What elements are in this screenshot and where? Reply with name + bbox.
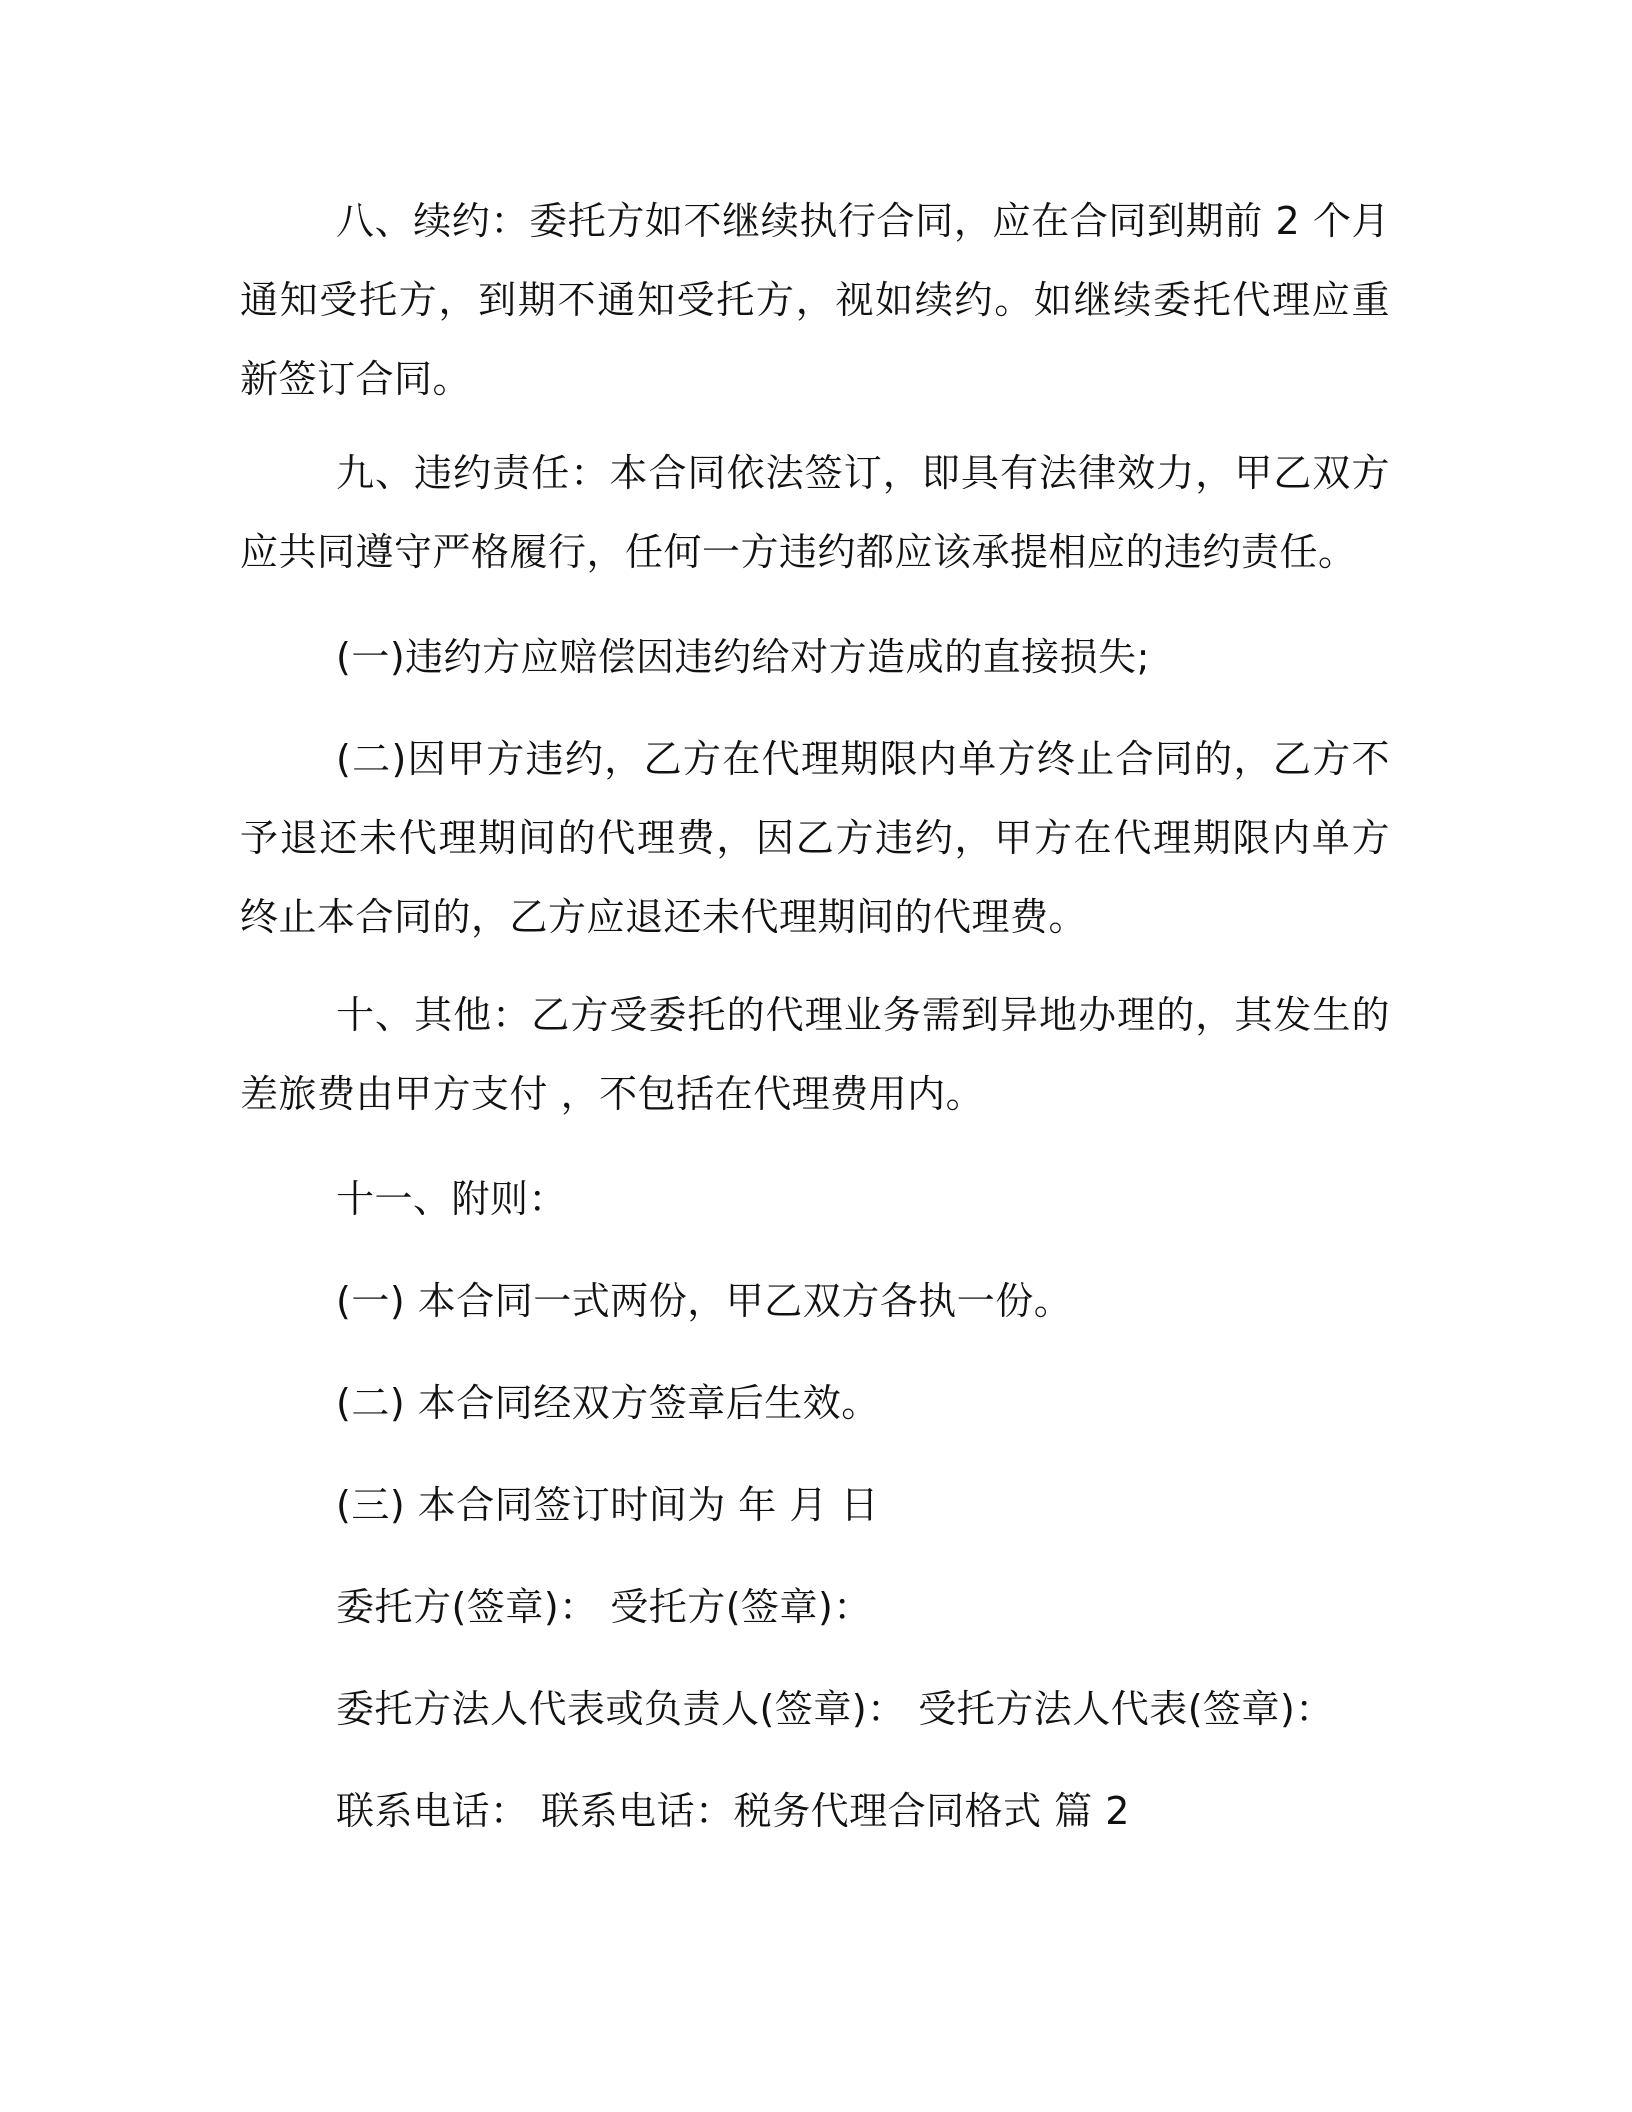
clause-11-item-1 <box>240 1262 1390 1341</box>
paragraph: (二) 本合同经双方签章后生效。 <box>336 1381 880 1425</box>
clause-9-liability <box>240 434 1390 592</box>
clause-9-item-1 <box>240 618 1390 697</box>
paragraph: 联系电话： 联系电话：税务代理合同格式 篇 2 <box>336 1789 1130 1833</box>
paragraph: 委托方法人代表或负责人(签章)： 受托方法人代表(签章)： <box>336 1687 1334 1731</box>
signature-line-parties <box>240 1568 1390 1647</box>
paragraph: 九、违约责任：本合同依法签订，即具有法律效力，甲乙双方应共同遵守严格履行，任何一方违约都应该承提相应的违约责任。 <box>240 451 1390 574</box>
signature-line-representatives <box>240 1670 1390 1749</box>
clause-11-item-2 <box>240 1364 1390 1443</box>
paragraph: (一)违约方应赔偿因违约给对方造成的直接损失; <box>336 635 1150 679</box>
paragraph: (一) 本合同一式两份，甲乙双方各执一份。 <box>336 1279 1073 1323</box>
paragraph: (三) 本合同签订时间为 年 月 日 <box>336 1483 879 1527</box>
clause-11-heading <box>240 1160 1390 1239</box>
paragraph: 十一、附则： <box>336 1177 568 1221</box>
clause-9-item-2 <box>240 720 1390 957</box>
clause-10-other <box>240 976 1390 1134</box>
paragraph: (二)因甲方违约，乙方在代理期限内单方终止合同的，乙方不予退还未代理期间的代理费，因乙方违约，甲方在代理期限内单方终止本合同的，乙方应退还未代理期间的代理费。 <box>240 737 1390 939</box>
paragraph: 十、其他：乙方受委托的代理业务需到异地办理的，其发生的差旅费由甲方支付 ，不包括在代理费用内。 <box>240 993 1390 1116</box>
clause-11-item-3 <box>240 1466 1390 1545</box>
contact-line <box>240 1772 1390 1851</box>
paragraph: 委托方(签章)： 受托方(签章)： <box>336 1585 872 1629</box>
clause-8-renewal <box>240 182 1390 419</box>
paragraph: 八、续约：委托方如不继续执行合同，应在合同到期前 2 个月通知受托方，到期不通知受托方，视如续约。如继续委托代理应重新签订合同。 <box>240 199 1390 401</box>
